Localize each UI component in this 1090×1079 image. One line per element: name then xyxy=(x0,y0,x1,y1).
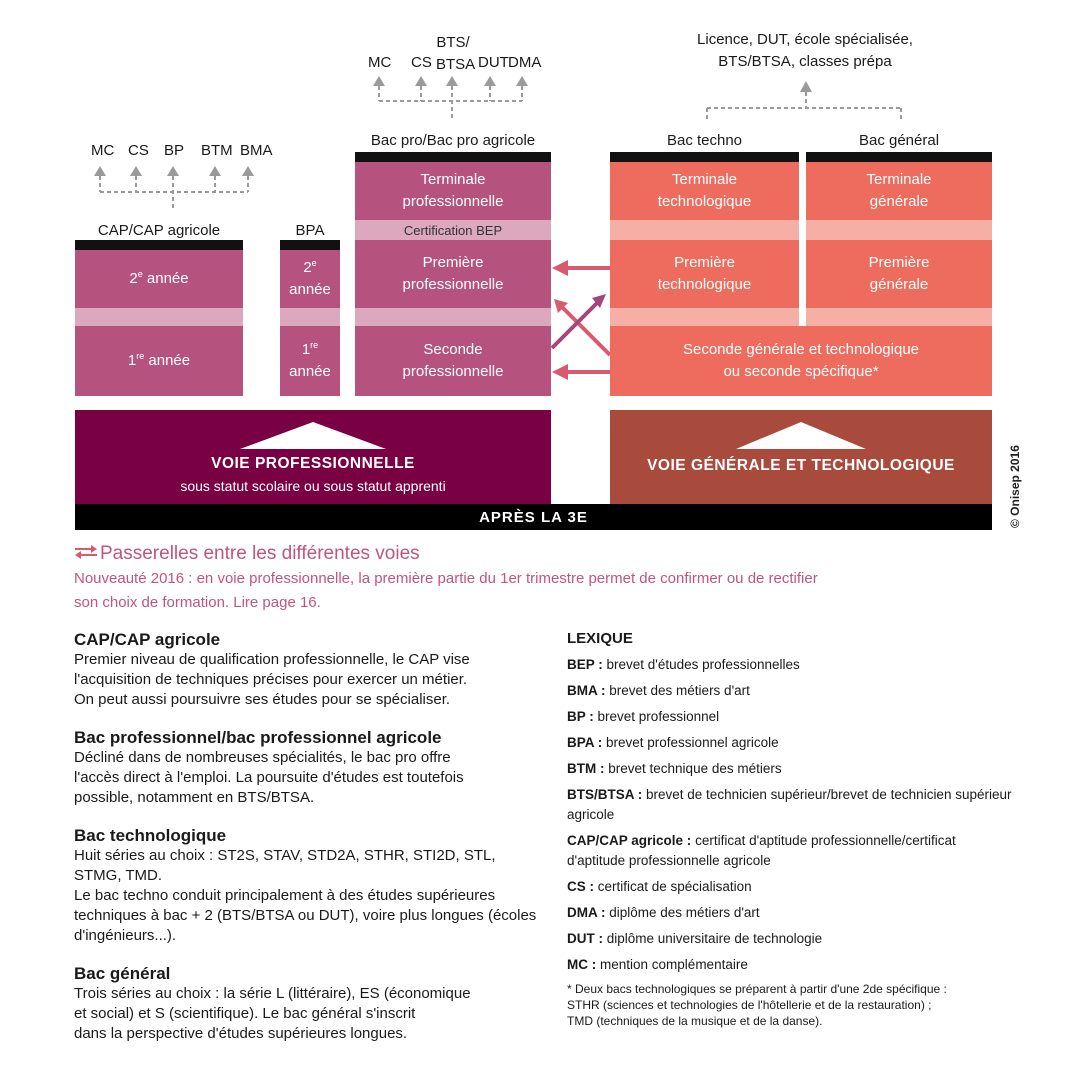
label-bts-btsa: BTS/ BTSA xyxy=(436,34,476,73)
seconde-gt-line1: Seconde générale et technologique xyxy=(682,341,920,358)
copyright-text: © Onisep 2016 xyxy=(1008,445,1022,528)
bpa-year1-label: 1re année xyxy=(289,340,331,380)
bacpro-premiere-label: Première professionnelle xyxy=(402,254,504,293)
label-bma: BMA xyxy=(240,142,273,159)
lexique-term: BMA : xyxy=(567,683,606,698)
footnote-line: TMD (techniques de la musique et de la danse). xyxy=(567,1014,823,1028)
bpa-gap xyxy=(280,308,340,326)
bacpro-premiere xyxy=(355,240,551,308)
lexique-term: BTS/BTSA : xyxy=(567,787,643,802)
cap-year2-label: 2e année xyxy=(129,269,189,287)
lexique-item xyxy=(567,877,1027,897)
bacpro-terminale-label: Terminale professionnelle xyxy=(402,171,504,210)
label-cs-left: CS xyxy=(128,142,149,159)
lexique-def: brevet technique des métiers xyxy=(608,761,782,776)
passerelles-title: Passerelles entre les différentes voies xyxy=(100,543,420,564)
lexique-item xyxy=(567,929,1027,949)
label-mc-left: MC xyxy=(91,142,115,159)
lexique-def: diplôme des métiers d'art xyxy=(609,905,760,920)
lexique-term: CAP/CAP agricole : xyxy=(567,833,692,848)
cap-year1-label: 1re année xyxy=(127,351,191,369)
section-bacgeneral xyxy=(74,964,544,1044)
general-premiere xyxy=(806,240,992,308)
passerelles-note-line2: son choix de formation. Lire page 16. xyxy=(74,594,321,611)
passerelles-note xyxy=(74,567,974,615)
lexique-footnote xyxy=(567,981,1027,1029)
lexique-item xyxy=(567,903,1027,923)
voie-gt-title: VOIE GÉNÉRALE ET TECHNOLOGIQUE xyxy=(647,457,955,474)
lexique-term: BEP : xyxy=(567,657,603,672)
bacpro-gap xyxy=(355,308,551,326)
general-gap-2 xyxy=(806,308,992,326)
passerelles-heading xyxy=(74,543,974,565)
bacpro-seconde xyxy=(355,326,551,396)
lexique-def: brevet d'études professionnelles xyxy=(606,657,800,672)
lexique-def: certificat de spécialisation xyxy=(597,879,752,894)
voie-pro-block xyxy=(75,410,551,504)
bpa-year2-label: 2e année xyxy=(289,258,331,298)
section-title: Bac général xyxy=(74,964,171,983)
lexique-def-cont: agricole xyxy=(567,807,615,822)
label-licence: Licence, DUT, école spécialisée, xyxy=(697,31,913,48)
passerelles-note-line1: Nouveauté 2016 : en voie professionnelle, la première partie du 1er trimestre permet de confirmer ou de rectifier xyxy=(74,570,818,587)
descriptions xyxy=(74,630,544,1044)
section-line: techniques à bac + 2 (BTS/BTSA ou DUT), voire plus longues (écoles xyxy=(74,907,537,924)
bar-bactechno xyxy=(610,152,799,162)
lexique-item xyxy=(567,831,1027,871)
lexique-term: MC : xyxy=(567,957,597,972)
lexique-def: brevet professionnel agricole xyxy=(606,735,779,750)
seconde-gt xyxy=(610,326,992,396)
lexique-def: mention complémentaire xyxy=(600,957,748,972)
section-line: Décliné dans de nombreuses spécialités, le bac pro offre xyxy=(74,749,451,766)
section-line: On peut aussi poursuivre ses études pour se spécialiser. xyxy=(74,691,451,708)
section-line: d'ingénieurs...). xyxy=(74,927,177,944)
header-bactechno: Bac techno xyxy=(666,132,743,149)
footnote-line: * Deux bacs technologiques se préparent à partir d'une 2de spécifique : xyxy=(567,982,947,996)
lexique-def: diplôme universitaire de technologie xyxy=(606,931,823,946)
lexique-term: BP : xyxy=(567,709,594,724)
techno-gap-2 xyxy=(610,308,799,326)
voie-gt-block xyxy=(610,410,992,504)
lexique-item xyxy=(567,681,1027,701)
section-line: Premier niveau de qualification professionnelle, le CAP vise xyxy=(74,651,470,668)
section-title: Bac technologique xyxy=(74,826,227,845)
bacpro-terminale xyxy=(355,162,551,220)
lexique-def: certificat d'aptitude professionnelle/certificat xyxy=(695,833,956,848)
lexique-item xyxy=(567,707,1027,727)
lexique xyxy=(567,630,1027,1029)
section-title: CAP/CAP agricole xyxy=(74,630,221,649)
header-cap: CAP/CAP agricole xyxy=(97,222,221,239)
footnote-line: STHR (sciences et technologies de l'hôtellerie et de la restauration) ; xyxy=(567,998,932,1012)
header-bacpro: Bac pro/Bac pro agricole xyxy=(370,132,536,149)
cap-year1 xyxy=(75,326,243,396)
cap-year2 xyxy=(75,250,243,308)
label-mc-mid: MC xyxy=(368,54,392,71)
section-cap xyxy=(74,630,544,710)
section-line: Huit séries au choix : ST2S, STAV, STD2A, STHR, STI2D, STL, STMG, TMD. xyxy=(74,847,496,884)
apres-la-3e-bar: APRÈS LA 3E xyxy=(75,504,992,530)
section-line: Le bac techno conduit principalement à des études supérieures xyxy=(74,887,496,904)
section-title: Bac professionnel/bac professionnel agricole xyxy=(74,728,442,747)
section-line: possible, notamment en BTS/BTSA. xyxy=(74,789,315,806)
lexique-term: CS : xyxy=(567,879,594,894)
lexique-def: brevet de technicien supérieur/brevet de technicien supérieur xyxy=(646,787,1012,802)
section-bactechno xyxy=(74,826,544,946)
bacpro-certif: Certification BEP xyxy=(355,220,551,240)
voie-pro-triangle xyxy=(240,422,386,450)
lexique-item xyxy=(567,759,1027,779)
bpa-year1 xyxy=(280,326,340,396)
general-premiere-label: Première générale xyxy=(868,254,930,293)
header-bpa: BPA xyxy=(295,222,325,239)
section-line: l'accès direct à l'emploi. La poursuite d'études est toutefois xyxy=(74,769,464,786)
lexique-def: brevet professionnel xyxy=(597,709,720,724)
general-terminale-label: Terminale générale xyxy=(866,171,932,210)
lexique-title: LEXIQUE xyxy=(567,630,633,647)
general-gap-1 xyxy=(806,220,992,240)
seconde-gt-line2: ou seconde spécifique* xyxy=(723,363,879,380)
bar-bacpro xyxy=(355,152,551,162)
label-dma: DMA xyxy=(508,54,542,71)
cap-gap xyxy=(75,308,243,326)
section-line: dans la perspective d'études supérieures longues. xyxy=(74,1025,408,1042)
lexique-term: BPA : xyxy=(567,735,603,750)
label-bp: BP xyxy=(164,142,185,159)
header-bacgeneral: Bac général xyxy=(858,132,940,149)
lexique-term: DMA : xyxy=(567,905,606,920)
voie-pro-title: VOIE PROFESSIONNELLE xyxy=(211,455,415,472)
voie-gt-triangle xyxy=(736,422,866,450)
passerelles xyxy=(74,543,974,615)
techno-terminale-label: Terminale technologique xyxy=(657,171,752,210)
general-terminale xyxy=(806,162,992,220)
techno-gap-1 xyxy=(610,220,799,240)
section-line: Trois séries au choix : la série L (littéraire), ES (économique xyxy=(74,985,471,1002)
bpa-year2 xyxy=(280,250,340,308)
lexique-term: DUT : xyxy=(567,931,603,946)
lexique-def: brevet des métiers d'art xyxy=(609,683,750,698)
label-cs-mid: CS xyxy=(411,54,432,71)
voie-pro-subtitle: sous statut scolaire ou sous statut apprenti xyxy=(180,478,446,494)
bar-bacgeneral xyxy=(806,152,992,162)
section-bacpro xyxy=(74,728,544,808)
bar-bpa xyxy=(280,240,340,250)
swap-arrows-icon xyxy=(74,543,100,565)
bar-cap xyxy=(75,240,243,250)
copyright xyxy=(1008,440,1026,530)
label-classes-prepa: BTS/BTSA, classes prépa xyxy=(718,53,892,70)
bacpro-seconde-label: Seconde professionnelle xyxy=(402,341,504,380)
techno-premiere xyxy=(610,240,799,308)
lexique-item xyxy=(567,785,1027,825)
section-line: et social) et S (scientifique). Le bac général s'inscrit xyxy=(74,1005,416,1022)
lexique-item xyxy=(567,655,1027,675)
lexique-def-cont: d'aptitude professionnelle agricole xyxy=(567,853,771,868)
label-btm: BTM xyxy=(201,142,233,159)
lexique-item xyxy=(567,733,1027,753)
label-dut: DUT xyxy=(478,54,509,71)
lexique-term: BTM : xyxy=(567,761,605,776)
techno-terminale xyxy=(610,162,799,220)
section-line: l'acquisition de techniques précises pour exercer un métier. xyxy=(74,671,468,688)
lexique-item xyxy=(567,955,1027,975)
techno-premiere-label: Première technologique xyxy=(657,254,752,293)
